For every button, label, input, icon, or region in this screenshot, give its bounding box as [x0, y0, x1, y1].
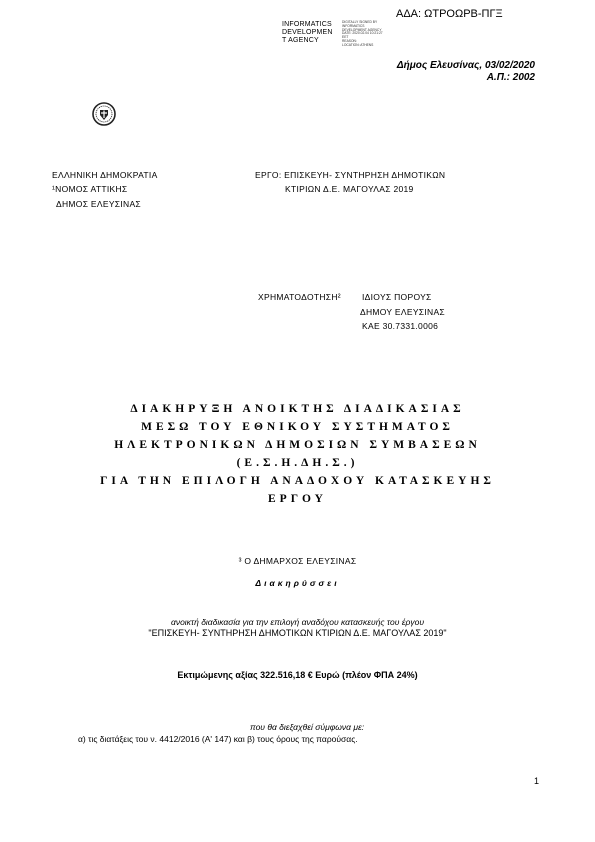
agency-logo-text: INFORMATICS DEVELOPMEN T AGENCY: [282, 21, 333, 44]
municipality-date: Δήμος Ελευσίνας, 03/02/2020: [396, 60, 535, 71]
document-title: ΔΙΑΚΗΡΥΞΗ ΑΝΟΙΚΤΗΣ ΔΙΑΔΙΚΑΣΙΑΣ ΜΕΣΩ ΤΟΥ ΕΘΝΙΚΟΥ ΣΥΣΤΗΜΑΤΟΣ ΗΛΕΚΤΡΟΝΙΚΩΝ ΔΗΜΟΣΙΩΝ ΣΥΜΒΑΣΕΩΝ (Ε.Σ.Η.ΔΗ.Σ.) ΓΙΑ ΤΗΝ ΕΠΙΛΟΓΗ ΑΝΑΔΟΧΟΥ ΚΑΤΑΣΚΕΥΗΣ ΕΡΓΟΥ: [100, 403, 495, 505]
left-header-line-2: ¹ΝΟΜΟΣ ΑΤΤΙΚΗΣ: [52, 184, 128, 194]
mayor-heading: ³ Ο ΔΗΜΑΡΧΟΣ ΕΛΕΥΣΙΝΑΣ: [238, 556, 357, 566]
project-line-2: ΚΤΙΡΙΩΝ Δ.Ε. ΜΑΓΟΥΛΑΣ 2019: [285, 184, 414, 194]
digital-signature-stamp: [282, 21, 412, 61]
ada-code: ΑΔΑ: ΩΤΡΟΩΡΒ-ΠΓΞ: [396, 8, 503, 20]
open-procedure-text: ανοικτή διαδικασία για την επιλογή αναδόχου κατασκευής του έργου: [170, 617, 425, 627]
left-header-line-3: ΔΗΜΟΣ ΕΛΕΥΣΙΝΑΣ: [56, 199, 141, 209]
project-line-1: ΕΡΓΟ: ΕΠΙΣΚΕΥΗ- ΣΥΝΤΗΡΗΣΗ ΔΗΜΟΤΙΚΩΝ: [255, 170, 446, 180]
funding-line-2: ΔΗΜΟΥ ΕΛΕΥΣΙΝΑΣ: [360, 307, 445, 317]
funding-kae: ΚΑΕ 30.7331.0006: [362, 321, 439, 331]
funding-label: ΧΡΗΜΑΤΟΔΟΤΗΣΗ²: [258, 292, 341, 302]
protocol-number: Α.Π.: 2002: [486, 72, 535, 83]
conducted-according-text: που θα διεξαχθεί σύμφωνα με:: [250, 722, 365, 732]
proclaims-text: Διακηρύσσει: [255, 578, 340, 588]
funding-line-1: ΙΔΙΟΥΣ ΠΟΡΟΥΣ: [362, 292, 432, 302]
estimated-value: Εκτιμώμενης αξίας 322.516,18 € Ευρώ (πλέον ΦΠΑ 24%): [177, 670, 418, 680]
page-number: 1: [534, 776, 540, 786]
left-header-line-1: ΕΛΛΗΝΙΚΗ ΔΗΜΟΚΡΑΤΙΑ: [52, 170, 158, 180]
project-name-quote: "ΕΠΙΣΚΕΥΗ- ΣΥΝΤΗΡΗΣΗ ΔΗΜΟΤΙΚΩΝ ΚΤΙΡΙΩΝ Δ.Ε. ΜΑΓΟΥΛΑΣ 2019": [148, 628, 447, 638]
legal-provisions: α) τις διατάξεις του ν. 4412/2016 (Α' 147) και β) τους όρους της παρούσας.: [78, 734, 358, 744]
greek-coat-of-arms-icon: [91, 101, 117, 127]
signature-details: DIGITALLY SIGNED BY INFORMATICS DEVELOPMENT AGENCY DATE: 2020.02.04 10:21:27 EET REASON: LOCATION: ATHENS: [342, 20, 383, 47]
